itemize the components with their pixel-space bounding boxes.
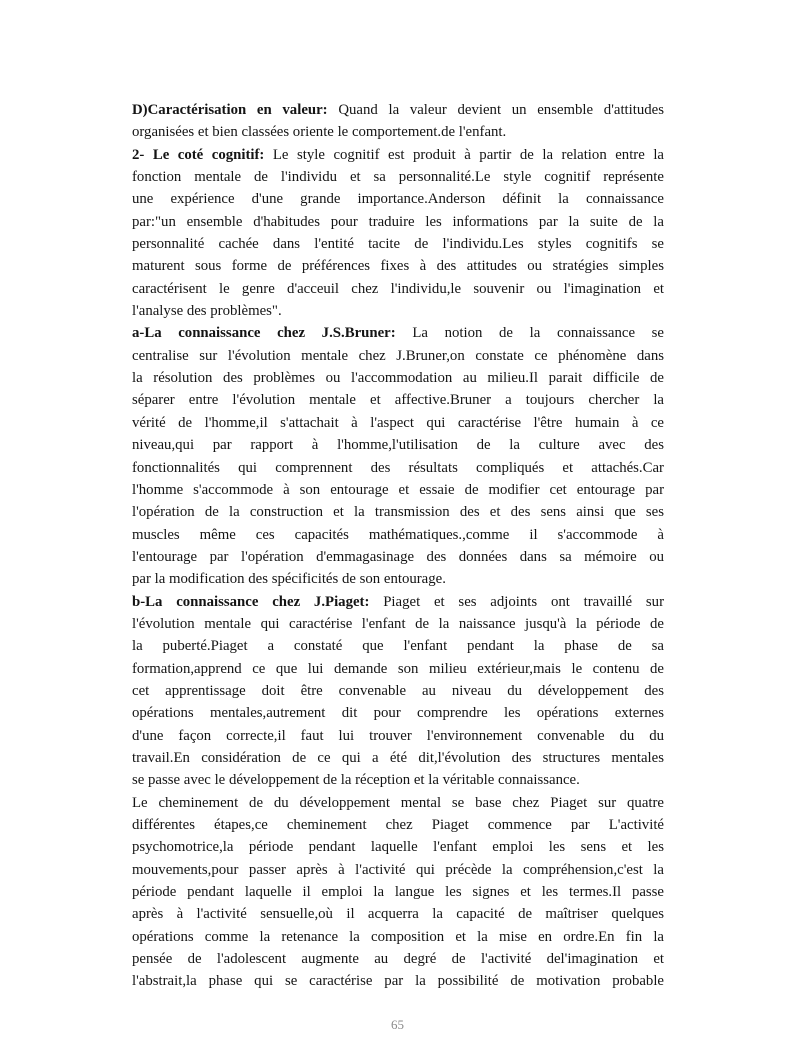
paragraph-heading: D)Caractérisation en valeur: [132,102,328,118]
text-line: opérations mentales,autrement dit pour comprendre les opérations externes [132,705,664,722]
text-line: l'homme s'accommode à son entourage et essaie de modifier cet entourage par [132,481,664,498]
text-line: période pendant laquelle il emploi la langue les signes et les termes.Il passe [132,884,664,901]
text-line: a-La connaissance chez J.S.Bruner: La notion de la connaissance se [132,325,664,342]
text-line: séparer entre l'évolution mentale et affective.Bruner a toujours chercher la [132,392,664,409]
text-line: vérité de l'homme,il s'attachait à l'aspect qui caractérise l'être humain à ce [132,414,664,431]
paragraph-heading: a-La connaissance chez J.S.Bruner: [132,325,396,342]
text-line: niveau,qui par rapport à l'homme,l'utilisation de la culture avec des [132,437,664,454]
paragraph-cheminement [132,792,664,993]
page-number: 65 [391,1017,404,1032]
text-line: par la modification des spécificités de son entourage. [132,571,446,588]
text-line: par:"un ensemble d'habitudes pour traduire les informations par la suite de la [132,213,664,230]
text-line: se passe avec le développement de la réception et la véritable connaissance. [132,772,580,789]
text-line: organisées et bien classées oriente le comportement.de l'enfant. [132,124,507,141]
text-line: personnalité cachée dans l'entité tacite de l'individu.Les styles cognitifs se [132,236,664,253]
paragraph-caracterisation [132,99,664,144]
text-line: l'abstrait,la phase qui se caractérise par la possibilité de motivation probable [132,973,664,990]
text-line: l'opération de la construction et la transmission des et des sens ainsi que ses [132,504,664,521]
text-line: l'évolution mentale qui caractérise l'enfant de la naissance jusqu'à la période de [132,615,664,632]
text-line: muscles même ces capacités mathématiques.,comme il s'accommode à [132,526,664,543]
text-line: après à l'activité sensuelle,où il acquerra la capacité de maîtriser quelques [132,906,664,923]
text-line: la puberté.Piaget a constaté que l'enfant pendant la phase de sa [132,638,664,655]
text-line: opérations comme la retenance la composition et la mise en ordre.En fin la [132,928,664,945]
text-line: pensée de l'adolescent augmente au degré de l'activité del'imagination et [132,951,664,968]
paragraph-piaget [132,591,664,792]
text-line: formation,apprend ce que lui demande son milieu extérieur,mais le contenu de [132,660,664,677]
paragraph-cote-cognitif [132,144,664,323]
text-line: centralise sur l'évolution mentale chez J.Bruner,on constate ce phénomène dans [132,347,664,364]
text-line: l'entourage par l'opération d'emmagasinage des données dans sa mémoire ou [132,548,664,565]
text-line: caractérisent le genre d'acceuil chez l'individu,le souvenir ou l'imagination et [132,280,664,297]
text-line: d'une façon correcte,il faut lui trouver l'environnement convenable du du [132,727,664,744]
text-line: fonctionnalités qui comprennent des résultats compliqués et attachés.Car [132,459,664,476]
paragraph-heading: b-La connaissance chez J.Piaget: [132,593,370,610]
text-line: maturent sous forme de préférences fixes à des attitudes ou stratégies simples [132,258,664,275]
text-line: psychomotrice,la période pendant laquelle l'enfant emploi les sens et les [132,839,664,856]
body-text [132,99,664,993]
text-line: fonction mentale de l'individu et sa personnalité.Le style cognitif représente [132,169,664,186]
text-line: différentes étapes,ce cheminement chez Piaget commence par L'activité [132,817,664,833]
text-line: l'analyse des problèmes". [132,303,282,320]
text-line: travail.En considération de ce qui a été dit,l'évolution des structures mentales [132,749,664,766]
text-line: 2- Le coté cognitif: Le style cognitif est produit à partir de la relation entre la [132,146,664,163]
text-line: Le cheminement de du développement mental se base chez Piaget sur quatre [132,794,664,811]
text-line: cet apprentissage doit être convenable au niveau du développement des [132,682,664,699]
paragraph-heading: 2- Le coté cognitif: [132,146,265,163]
text-line: mouvements,pour passer après à l'activité qui précède la compréhension,c'est la [132,861,664,878]
text-line: une expérience d'une grande importance.Anderson définit la connaissance [132,191,664,208]
text-line: la résolution des problèmes ou l'accommodation au milieu.Il parait difficile de [132,370,664,387]
text-line: D)Caractérisation en valeur: Quand la valeur devient un ensemble d'attitudes [132,102,664,118]
paragraph-bruner [132,322,664,590]
text-line: b-La connaissance chez J.Piaget: Piaget et ses adjoints ont travaillé sur [132,593,664,610]
